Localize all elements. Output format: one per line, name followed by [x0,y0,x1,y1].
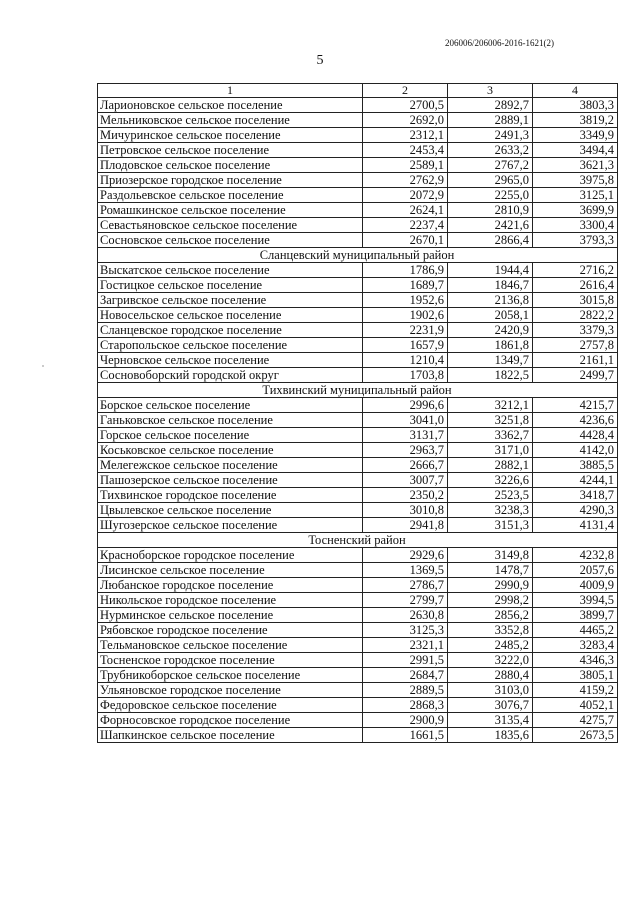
value-cell: 3171,0 [448,443,533,458]
settlement-name-cell: Любанское городское поселение [98,578,363,593]
table-row [98,563,618,578]
value-cell: 1657,9 [363,338,448,353]
value-cell: 2058,1 [448,308,533,323]
settlement-name-cell: Плодовское сельское поселение [98,158,363,173]
table-row [98,638,618,653]
value-cell: 2900,9 [363,713,448,728]
table-row [98,488,618,503]
table-row [98,428,618,443]
table-row [98,263,618,278]
value-cell: 2866,4 [448,233,533,248]
settlement-name-cell: Федоровское сельское поселение [98,698,363,713]
value-cell: 1952,6 [363,293,448,308]
value-cell: 3975,8 [533,173,618,188]
value-cell: 3283,4 [533,638,618,653]
value-cell: 2624,1 [363,203,448,218]
value-cell: 4215,7 [533,398,618,413]
section-heading: Тосненский район [98,533,618,548]
value-cell: 2616,4 [533,278,618,293]
table-row [98,278,618,293]
value-cell: 3621,3 [533,158,618,173]
table-row [98,98,618,113]
table-row [98,623,618,638]
value-cell: 1846,7 [448,278,533,293]
table-row [98,323,618,338]
column-header: 2 [363,84,448,98]
scan-dot [42,365,44,367]
value-cell: 4244,1 [533,473,618,488]
value-cell: 2237,4 [363,218,448,233]
value-cell: 4346,3 [533,653,618,668]
value-cell: 2700,5 [363,98,448,113]
table-row [98,143,618,158]
value-cell: 2810,9 [448,203,533,218]
settlement-name-cell: Шугозерское сельское поселение [98,518,363,533]
value-cell: 3238,3 [448,503,533,518]
value-cell: 1944,4 [448,263,533,278]
settlement-name-cell: Мичуринское сельское поселение [98,128,363,143]
value-cell: 3899,7 [533,608,618,623]
table-row [98,398,618,413]
data-table [97,83,618,743]
section-row [98,248,618,263]
table-row [98,353,618,368]
value-cell: 4290,3 [533,503,618,518]
value-cell: 2485,2 [448,638,533,653]
value-cell: 3226,6 [448,473,533,488]
settlement-name-cell: Мельниковское сельское поселение [98,113,363,128]
value-cell: 2965,0 [448,173,533,188]
table-row [98,548,618,563]
table-body [98,98,618,743]
value-cell: 3010,8 [363,503,448,518]
table-row [98,188,618,203]
value-cell: 3251,8 [448,413,533,428]
value-cell: 2990,9 [448,578,533,593]
value-cell: 1661,5 [363,728,448,743]
value-cell: 2889,5 [363,683,448,698]
value-cell: 2856,2 [448,608,533,623]
value-cell: 2633,2 [448,143,533,158]
value-cell: 2762,9 [363,173,448,188]
settlement-name-cell: Рябовское городское поселение [98,623,363,638]
value-cell: 2892,7 [448,98,533,113]
settlement-name-cell: Выскатское сельское поселение [98,263,363,278]
value-cell: 1902,6 [363,308,448,323]
table-row [98,578,618,593]
settlement-name-cell: Ромашкинское сельское поселение [98,203,363,218]
value-cell: 2420,9 [448,323,533,338]
value-cell: 3015,8 [533,293,618,308]
table-row [98,593,618,608]
table-row [98,158,618,173]
value-cell: 2523,5 [448,488,533,503]
settlement-name-cell: Сосновское сельское поселение [98,233,363,248]
value-cell: 3149,8 [448,548,533,563]
settlement-name-cell: Раздольевское сельское поселение [98,188,363,203]
value-cell: 4009,9 [533,578,618,593]
table-row [98,443,618,458]
value-cell: 3362,7 [448,428,533,443]
settlement-name-cell: Загривское сельское поселение [98,293,363,308]
value-cell: 2350,2 [363,488,448,503]
value-cell: 3349,9 [533,128,618,143]
settlement-name-cell: Тельмановское сельское поселение [98,638,363,653]
value-cell: 4131,4 [533,518,618,533]
column-header: 3 [448,84,533,98]
value-cell: 3300,4 [533,218,618,233]
table-row [98,653,618,668]
value-cell: 3805,1 [533,668,618,683]
value-cell: 2996,6 [363,398,448,413]
value-cell: 3131,7 [363,428,448,443]
settlement-name-cell: Ларионовское сельское поселение [98,98,363,113]
page-number: 5 [316,53,324,68]
value-cell: 1861,8 [448,338,533,353]
value-cell: 3041,0 [363,413,448,428]
value-cell: 3379,3 [533,323,618,338]
settlement-name-cell: Нурминское сельское поселение [98,608,363,623]
value-cell: 2231,9 [363,323,448,338]
settlement-name-cell: Цвылевское сельское поселение [98,503,363,518]
table-row [98,608,618,623]
value-cell: 4236,6 [533,413,618,428]
value-cell: 1478,7 [448,563,533,578]
table-row [98,338,618,353]
value-cell: 2880,4 [448,668,533,683]
value-cell: 3212,1 [448,398,533,413]
value-cell: 1210,4 [363,353,448,368]
value-cell: 2491,3 [448,128,533,143]
value-cell: 1835,6 [448,728,533,743]
table-row [98,728,618,743]
value-cell: 3007,7 [363,473,448,488]
value-cell: 4232,8 [533,548,618,563]
value-cell: 3135,4 [448,713,533,728]
value-cell: 3885,5 [533,458,618,473]
section-row [98,533,618,548]
value-cell: 2255,0 [448,188,533,203]
settlement-name-cell: Шапкинское сельское поселение [98,728,363,743]
settlement-name-cell: Старопольское сельское поселение [98,338,363,353]
value-cell: 2499,7 [533,368,618,383]
document-id: 206006/206006-2016-1621(2) [445,38,554,48]
value-cell: 2822,2 [533,308,618,323]
value-cell: 3222,0 [448,653,533,668]
value-cell: 2321,1 [363,638,448,653]
value-cell: 2963,7 [363,443,448,458]
value-cell: 3494,4 [533,143,618,158]
value-cell: 2868,3 [363,698,448,713]
value-cell: 4275,7 [533,713,618,728]
section-heading: Сланцевский муниципальный район [98,248,618,263]
settlement-name-cell: Ульяновское городское поселение [98,683,363,698]
settlement-name-cell: Гостицкое сельское поселение [98,278,363,293]
settlement-name-cell: Сосновоборский городской округ [98,368,363,383]
table-row [98,683,618,698]
table-row [98,458,618,473]
value-cell: 1369,5 [363,563,448,578]
value-cell: 2882,1 [448,458,533,473]
value-cell: 3793,3 [533,233,618,248]
settlement-name-cell: Пашозерское сельское поселение [98,473,363,488]
settlement-name-cell: Приозерское городское поселение [98,173,363,188]
table-row [98,173,618,188]
settlement-name-cell: Тихвинское городское поселение [98,488,363,503]
table-row [98,518,618,533]
value-cell: 4052,1 [533,698,618,713]
settlement-name-cell: Черновское сельское поселение [98,353,363,368]
settlement-name-cell: Лисинское сельское поселение [98,563,363,578]
value-cell: 4428,4 [533,428,618,443]
value-cell: 3125,3 [363,623,448,638]
settlement-name-cell: Севастьяновское сельское поселение [98,218,363,233]
table-row [98,413,618,428]
table-row [98,368,618,383]
settlement-name-cell: Коськовское сельское поселение [98,443,363,458]
settlement-name-cell: Петровское сельское поселение [98,143,363,158]
table-row [98,203,618,218]
value-cell: 2716,2 [533,263,618,278]
settlement-name-cell: Сланцевское городское поселение [98,323,363,338]
settlement-name-cell: Горское сельское поселение [98,428,363,443]
value-cell: 2786,7 [363,578,448,593]
settlement-name-cell: Ганьковское сельское поселение [98,413,363,428]
value-cell: 3151,3 [448,518,533,533]
value-cell: 2421,6 [448,218,533,233]
value-cell: 2757,8 [533,338,618,353]
value-cell: 2692,0 [363,113,448,128]
value-cell: 3994,5 [533,593,618,608]
table-row [98,218,618,233]
value-cell: 2666,7 [363,458,448,473]
value-cell: 2312,1 [363,128,448,143]
header-row [98,84,618,98]
section-row [98,383,618,398]
value-cell: 1349,7 [448,353,533,368]
table-row [98,293,618,308]
value-cell: 2991,5 [363,653,448,668]
value-cell: 1689,7 [363,278,448,293]
table-row [98,668,618,683]
value-cell: 1822,5 [448,368,533,383]
value-cell: 2072,9 [363,188,448,203]
value-cell: 2453,4 [363,143,448,158]
value-cell: 2589,1 [363,158,448,173]
table-row [98,698,618,713]
value-cell: 2998,2 [448,593,533,608]
table-row [98,308,618,323]
table-row [98,503,618,518]
column-header: 4 [533,84,618,98]
settlement-name-cell: Никольское городское поселение [98,593,363,608]
value-cell: 2630,8 [363,608,448,623]
value-cell: 2673,5 [533,728,618,743]
value-cell: 3352,8 [448,623,533,638]
value-cell: 2684,7 [363,668,448,683]
value-cell: 3103,0 [448,683,533,698]
value-cell: 3418,7 [533,488,618,503]
value-cell: 1786,9 [363,263,448,278]
table-row [98,713,618,728]
value-cell: 3125,1 [533,188,618,203]
value-cell: 2161,1 [533,353,618,368]
value-cell: 2767,2 [448,158,533,173]
settlement-name-cell: Новосельское сельское поселение [98,308,363,323]
settlement-name-cell: Борское сельское поселение [98,398,363,413]
value-cell: 4159,2 [533,683,618,698]
value-cell: 3699,9 [533,203,618,218]
value-cell: 2670,1 [363,233,448,248]
settlement-name-cell: Трубникоборское сельское поселение [98,668,363,683]
value-cell: 2136,8 [448,293,533,308]
settlement-name-cell: Мелегежское сельское поселение [98,458,363,473]
value-cell: 1703,8 [363,368,448,383]
value-cell: 2941,8 [363,518,448,533]
value-cell: 3803,3 [533,98,618,113]
settlement-name-cell: Форносовское городское поселение [98,713,363,728]
value-cell: 2057,6 [533,563,618,578]
table-row [98,473,618,488]
settlement-name-cell: Тосненское городское поселение [98,653,363,668]
value-cell: 2929,6 [363,548,448,563]
table-row [98,233,618,248]
column-header: 1 [98,84,363,98]
value-cell: 3076,7 [448,698,533,713]
value-cell: 2889,1 [448,113,533,128]
section-heading: Тихвинский муниципальный район [98,383,618,398]
value-cell: 3819,2 [533,113,618,128]
table-row [98,128,618,143]
value-cell: 2799,7 [363,593,448,608]
table-row [98,113,618,128]
settlement-name-cell: Красноборское городское поселение [98,548,363,563]
value-cell: 4465,2 [533,623,618,638]
value-cell: 4142,0 [533,443,618,458]
